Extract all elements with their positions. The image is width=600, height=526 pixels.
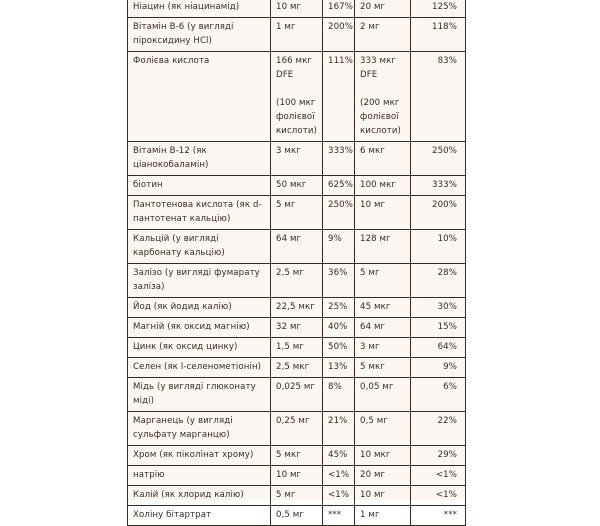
- amount-serving-2: 6 мкг: [355, 142, 411, 176]
- daily-value-1: 8%: [323, 378, 355, 412]
- amount-serving-1: 2,5 мг: [271, 264, 323, 298]
- daily-value-2: 10%: [411, 230, 466, 264]
- amount-serving-2: 20 мг: [355, 0, 411, 18]
- nutrient-name: Магній (як оксид магнію): [128, 318, 271, 338]
- table-row: [128, 446, 466, 466]
- amount-serving-1: 64 мг: [271, 230, 323, 264]
- amount-serving-2: 3 мг: [355, 338, 411, 358]
- table-row: [128, 378, 466, 412]
- daily-value-1: 9%: [323, 230, 355, 264]
- nutrient-name: Калій (як хлорид калію): [128, 486, 271, 506]
- daily-value-2: 333%: [411, 176, 466, 196]
- table-row: [128, 230, 466, 264]
- table-row: [128, 358, 466, 378]
- table-row: [128, 298, 466, 318]
- nutrient-name: Ніацин (як ніацинамід): [128, 0, 271, 18]
- amount-serving-1: 50 мкг: [271, 176, 323, 196]
- amount-serving-1: 2,5 мкг: [271, 358, 323, 378]
- daily-value-1: ***: [323, 506, 355, 526]
- amount-serving-2: 1 мг: [355, 506, 411, 526]
- table-row: [128, 412, 466, 446]
- nutrient-name: Селен (як l-селенометіонін): [128, 358, 271, 378]
- amount-serving-2: 10 мг: [355, 486, 411, 506]
- daily-value-1: 250%: [323, 196, 355, 230]
- daily-value-2: 250%: [411, 142, 466, 176]
- amount-serving-1: 22,5 мкг: [271, 298, 323, 318]
- daily-value-1: <1%: [323, 486, 355, 506]
- nutrition-table-body: [128, 0, 466, 526]
- amount-serving-1: 0,25 мг: [271, 412, 323, 446]
- amount-serving-1: 5 мг: [271, 486, 323, 506]
- amount-serving-2: 0,05 мг: [355, 378, 411, 412]
- amount-serving-1: 10 мг: [271, 0, 323, 18]
- amount-serving-2: 10 мг: [355, 196, 411, 230]
- daily-value-2: 30%: [411, 298, 466, 318]
- amount-serving-2: 100 мкг: [355, 176, 411, 196]
- daily-value-2: 125%: [411, 0, 466, 18]
- nutrient-name: Марганець (у вигляді сульфату марганцю): [128, 412, 271, 446]
- amount-serving-2: 5 мкг: [355, 358, 411, 378]
- daily-value-2: 64%: [411, 338, 466, 358]
- daily-value-2: 6%: [411, 378, 466, 412]
- amount-serving-2: 128 мг: [355, 230, 411, 264]
- table-row: [128, 506, 466, 526]
- table-row: [128, 0, 466, 18]
- daily-value-2: 15%: [411, 318, 466, 338]
- daily-value-1: 40%: [323, 318, 355, 338]
- amount-serving-1: 5 мг: [271, 196, 323, 230]
- amount-serving-1: 0,025 мг: [271, 378, 323, 412]
- daily-value-2: ***: [411, 506, 466, 526]
- nutrient-name: Йод (як йодид калію): [128, 298, 271, 318]
- nutrient-name: Мідь (у вигляді глюконату міді): [128, 378, 271, 412]
- daily-value-2: 9%: [411, 358, 466, 378]
- daily-value-2: 200%: [411, 196, 466, 230]
- nutrient-name: Пантотенова кислота (як d-пантотенат кальцію): [128, 196, 271, 230]
- daily-value-2: 22%: [411, 412, 466, 446]
- amount-serving-1: 3 мкг: [271, 142, 323, 176]
- nutrition-table: [127, 0, 466, 526]
- daily-value-1: 625%: [323, 176, 355, 196]
- table-row: [128, 338, 466, 358]
- amount-serving-2: 64 мг: [355, 318, 411, 338]
- nutrient-name: Хром (як піколінат хрому): [128, 446, 271, 466]
- daily-value-1: 333%: [323, 142, 355, 176]
- table-row: [128, 264, 466, 298]
- table-row: [128, 176, 466, 196]
- amount-serving-1: 166 мкг DFE (100 мкг фолієвої кислоти): [271, 52, 323, 142]
- nutrient-name: Кальцій (у вигляді карбонату кальцію): [128, 230, 271, 264]
- table-row: [128, 486, 466, 506]
- daily-value-1: 21%: [323, 412, 355, 446]
- amount-serving-1: 10 мг: [271, 466, 323, 486]
- nutrient-name: біотин: [128, 176, 271, 196]
- nutrient-name: Вітамін B-6 (у вигляді піроксидину HCl): [128, 18, 271, 52]
- table-row: [128, 18, 466, 52]
- amount-serving-2: 333 мкг DFE (200 мкг фолієвої кислоти): [355, 52, 411, 142]
- daily-value-2: 83%: [411, 52, 466, 142]
- daily-value-1: 36%: [323, 264, 355, 298]
- amount-serving-1: 32 мг: [271, 318, 323, 338]
- nutrient-name: натрію: [128, 466, 271, 486]
- daily-value-2: 118%: [411, 18, 466, 52]
- daily-value-1: 45%: [323, 446, 355, 466]
- amount-serving-2: 10 мкг: [355, 446, 411, 466]
- amount-serving-2: 2 мг: [355, 18, 411, 52]
- daily-value-1: <1%: [323, 466, 355, 486]
- amount-serving-1: 1,5 мг: [271, 338, 323, 358]
- table-row: [128, 466, 466, 486]
- daily-value-2: <1%: [411, 486, 466, 506]
- nutrient-name: Залізо (у вигляді фумарату заліза): [128, 264, 271, 298]
- daily-value-1: 25%: [323, 298, 355, 318]
- nutrient-name: Холіну бітартрат: [128, 506, 271, 526]
- amount-serving-2: 45 мкг: [355, 298, 411, 318]
- daily-value-1: 200%: [323, 18, 355, 52]
- amount-serving-2: 0,5 мг: [355, 412, 411, 446]
- amount-serving-1: 0,5 мг: [271, 506, 323, 526]
- daily-value-2: 29%: [411, 446, 466, 466]
- daily-value-1: 167%: [323, 0, 355, 18]
- daily-value-1: 111%: [323, 52, 355, 142]
- amount-serving-1: 1 мг: [271, 18, 323, 52]
- table-row: [128, 318, 466, 338]
- amount-serving-1: 5 мкг: [271, 446, 323, 466]
- nutrient-name: Вітамін B-12 (як ціанокобаламін): [128, 142, 271, 176]
- daily-value-1: 50%: [323, 338, 355, 358]
- nutrient-name: Цинк (як оксид цинку): [128, 338, 271, 358]
- table-row: [128, 52, 466, 142]
- table-row: [128, 142, 466, 176]
- daily-value-2: <1%: [411, 466, 466, 486]
- daily-value-1: 13%: [323, 358, 355, 378]
- nutrient-name: Фолієва кислота: [128, 52, 271, 142]
- daily-value-2: 28%: [411, 264, 466, 298]
- amount-serving-2: 5 мг: [355, 264, 411, 298]
- table-row: [128, 196, 466, 230]
- amount-serving-2: 20 мг: [355, 466, 411, 486]
